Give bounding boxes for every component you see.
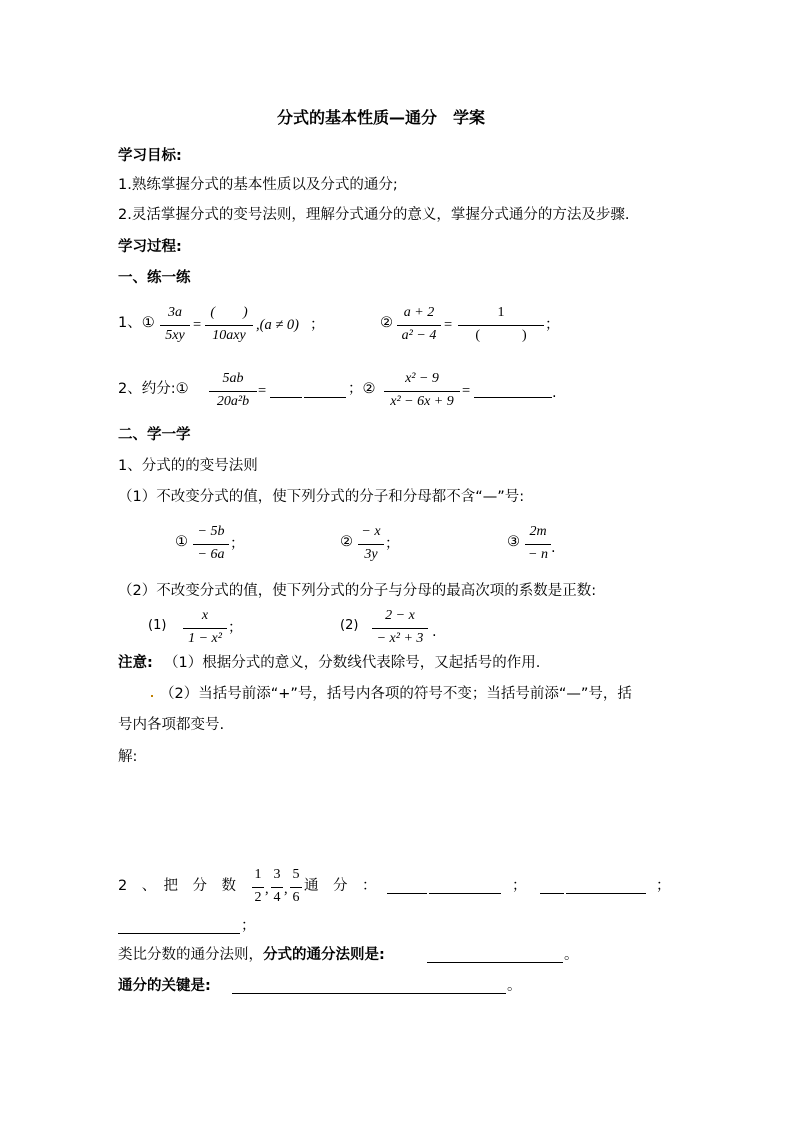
page-title: 分式的基本性质—通分 学案 [277,108,486,127]
tongfen-f3-denominator: 6 [292,890,300,905]
fraction-bar [290,887,302,888]
q2-f2-numerator: x² − 9 [405,371,439,386]
goal-item-1: 1.熟练掌握分式的基本性质以及分式的通分; [118,177,398,193]
tongfen-fraction-2 [271,868,283,908]
rule1-item-3-end: . [551,540,556,556]
tongfen-f3-numerator: 5 [292,867,300,882]
rule1-item-2-end: ； [385,536,400,552]
rule1-item-3-denominator: − n [528,547,548,562]
rule1-item-2-fraction [358,525,384,565]
rule1-item-2-numerator: − x [361,524,381,539]
note-2b: 号内各项都变号. [118,717,225,733]
q1-f2-numerator: ( ) [210,305,248,320]
q1-fraction-2 [205,306,253,346]
note-1: （1）根据分式的意义，分数线代表除号，又起括号的作用. [164,655,541,671]
rule2-item-2-fraction [372,609,428,649]
q1-label: 1、① [118,315,155,331]
key-label: 通分的关键是: [118,978,211,994]
q1-fraction-1 [160,306,190,346]
fraction-bar [397,325,441,326]
q1-separator: ； [310,317,325,333]
rule1-item-3-fraction [525,525,551,565]
tongfen-blank-1a [387,893,427,894]
rule1-text: （1）不改变分式的值，使下列分式的分子和分母都不含“—”号: [118,489,525,505]
key-blank [232,993,506,994]
q2-end: . [552,385,557,401]
note-label: 注意: [118,655,153,671]
tongfen-comma-2: , [284,881,288,897]
rule1-item-2-denominator: 3y [364,547,378,562]
tongfen-f2-denominator: 4 [273,890,281,905]
q2-answer-blank-2 [474,397,552,398]
process-heading: 学习过程: [118,239,182,255]
fraction-bar [525,544,551,545]
fraction-bar [183,628,227,629]
q2-answer-blank-1a [270,397,302,398]
q2-separator: ；② [348,381,376,397]
q1-f3-numerator: a + 2 [403,305,435,320]
q2-label: 2、约分:① [118,381,189,397]
rule2-item-1-fraction [183,609,227,649]
tongfen-f1-denominator: 2 [254,890,262,905]
fraction-bar [193,544,229,545]
q1-fraction-4 [458,306,544,346]
tongfen-blank-2a [540,893,564,894]
tongfen-suffix: 通 分 ： [304,878,377,894]
rule2-item-2-label: (2) [340,618,359,633]
rule1-item-3-label: ③ [507,534,520,550]
q2-f1-numerator: 5ab [222,371,244,386]
analogy-line [118,948,385,963]
q1-label-2: ② [380,315,393,331]
tongfen-blank-2b [566,893,646,894]
tongfen-fraction-3 [290,868,302,908]
answer-label: 解: [118,749,138,765]
tongfen-fraction-1 [252,868,264,908]
tongfen-sep-2: ； [656,878,671,894]
tongfen-end: ； [241,918,256,934]
tongfen-blank-1b [429,893,501,894]
q2-f1-denominator: 20a²b [216,394,250,409]
fraction-bar [271,887,283,888]
q2-f2-denominator: x² − 6x + 9 [390,394,454,409]
q1-equals: = [193,317,202,333]
q1-f1-denominator: 5xy [165,328,185,343]
rule2-item-1-numerator: x [201,608,209,623]
q2-equals-2: = [462,383,471,399]
tongfen-comma-1: , [265,881,269,897]
q1-f1-numerator: 3a [168,305,182,320]
q1-f4-numerator: 1 [497,305,505,320]
rule2-item-2-numerator: 2 − x [385,608,415,623]
q1-condition: ,(a ≠ 0) [256,317,299,333]
q2-answer-blank-1b [304,397,346,398]
goal-item-2: 2.灵活掌握分式的变号法则，理解分式通分的意义，掌握分式通分的方法及步骤. [118,207,630,223]
goals-heading: 学习目标: [118,148,182,164]
q2-fraction-2 [384,372,460,412]
q2-fraction-1 [209,372,257,412]
analogy-rule-label: 分式的通分法则是: [263,947,385,963]
note-2a: （2）当括号前添“+”号，括号内各项的符号不变；当括号前添“—”号，括 [160,686,632,702]
tongfen-f1-numerator: 1 [254,867,262,882]
rule1-item-1-fraction [193,525,229,565]
fraction-bar [252,887,264,888]
rule2-text: （2）不改变分式的值，使下列分式的分子与分母的最高次项的系数是正数: [118,583,597,599]
q1-equals-2: = [444,317,453,333]
tongfen-f2-numerator: 3 [273,867,281,882]
analogy-prefix: 类比分数的通分法则， [118,947,263,963]
fraction-bar [372,628,428,629]
fraction-bar [458,325,544,326]
fraction-bar [205,325,253,326]
tongfen-blank-3 [118,933,240,934]
key-end: 。 [507,978,522,994]
q1-f4-denominator: ( ) [475,328,527,343]
rule1-item-1-label: ① [175,534,188,550]
rule2-item-2-end: . [432,624,437,640]
rule1-item-1-numerator: − 5b [197,524,225,539]
rule2-item-1-end: ； [228,620,243,636]
fraction-bar [160,325,190,326]
tongfen-sep-1: ； [512,878,527,894]
rule1-item-3-numerator: 2m [529,524,547,539]
rule2-item-2-denominator: − x² + 3 [376,631,424,646]
tongfen-label: 2 、 把 分 数 [118,878,236,894]
section1-heading: 一、练一练 [118,270,191,286]
q1-fraction-3 [397,306,441,346]
fraction-bar [358,544,384,545]
q1-f3-denominator: a² − 4 [401,328,437,343]
q2-equals: = [258,383,267,399]
q1-end: ； [545,317,560,333]
rule1-item-2-label: ② [340,534,353,550]
section2-sub1: 1、分式的的变号法则 [118,458,258,474]
fraction-bar [384,391,460,392]
rule2-item-1-label: (1) [148,618,167,633]
fraction-bar [209,391,257,392]
analogy-blank [427,962,563,963]
rule1-item-1-end: ； [230,536,245,552]
rule2-item-1-denominator: 1 − x² [188,631,222,646]
rule1-item-1-denominator: − 6a [197,547,225,562]
analogy-end: 。 [564,947,579,963]
section2-heading: 二、学一学 [118,427,191,443]
q1-f2-denominator: 10axy [212,328,246,343]
